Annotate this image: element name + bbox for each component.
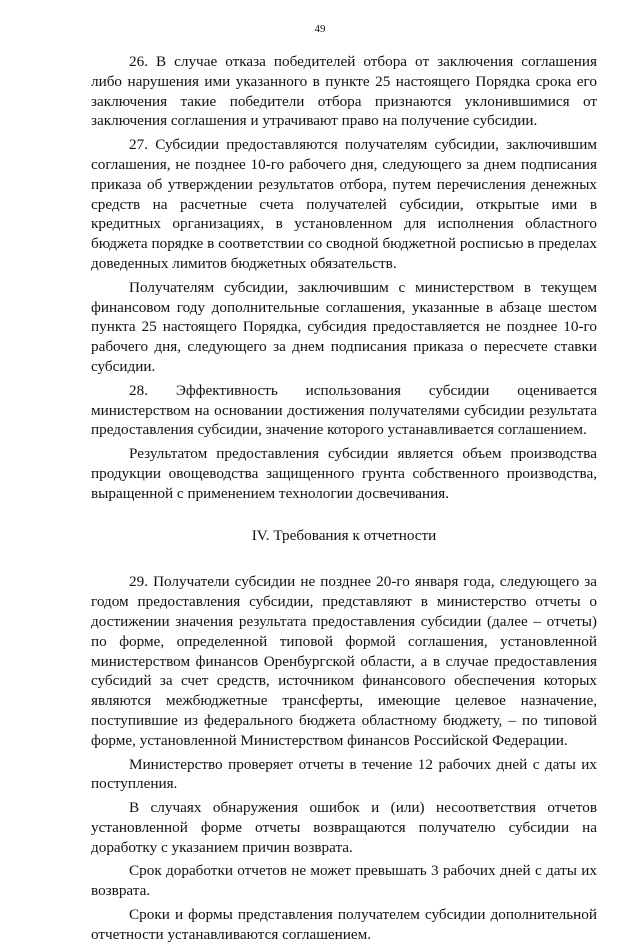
paragraph-29-revision: Срок доработки отчетов не может превышать 3 рабочих дней с даты их возврата. <box>91 862 597 900</box>
paragraph-29-check: Министерство проверяет отчеты в течение 12 рабочих дней с даты их поступления. <box>91 755 597 793</box>
page-number: 49 <box>314 23 326 35</box>
paragraph-27-addendum: Получателям субсидии, заключившим с министерством в текущем финансовом году дополнительные соглашения, указанные в абзаце шестом пункта 25 настоящего Порядка, субсидия предоставляется не позднее 10-го рабочего дня, следующего за днем подписания приказа о пересчете ставки субсидии. <box>91 278 597 375</box>
section-heading: IV. Требования к отчетности <box>251 526 437 544</box>
paragraph-29: 29. Получатели субсидии не позднее 20-го января года, следующего за годом предоставления субсидии, представляют в министерство отчеты о достижении значения результата предоставления субсидии (далее – отчеты) по форме, определенной типовой формой соглашения, установленной министерством финансов Оренбургской области, а в случае предоставления субсидий за счет средств, источником финансового обеспечения которых являются межбюджетные трансферты, имеющие целевое назначение, поступившие из федерального бюджета областному бюджету, – по типовой форме, установленной Министерством финансов Российской Федерации. <box>91 573 597 749</box>
paragraph-28-result: Результатом предоставления субсидии является объем производства продукции овощеводства защищенного грунта собственного производства, выращенной с применением технологии досвечивания. <box>91 445 597 502</box>
paragraph-26: 26. В случае отказа победителей отбора от заключения соглашения либо нарушения ими указанного в пункте 25 настоящего Порядка срока его заключения такие победители отбора признаются уклонившимися от заключения соглашения и утрачивают право на получение субсидии. <box>91 53 597 130</box>
paragraph-27: 27. Субсидии предоставляются получателям субсидии, заключившим соглашения, не позднее 10-го рабочего дня, следующего за днем подписания приказа об утверждении результатов отбора, путем перечисления денежных средств на расчетные счета получателей субсидии, открытые ими в кредитных организациях, в установленном для исполнения областного бюджета порядке в соответствии со сводной бюджетной росписью в пределах доведенных лимитов бюджетных обязательств. <box>91 136 597 272</box>
paragraph-29-errors: В случаях обнаружения ошибок и (или) несоответствия отчетов установленной форме отчеты возвращаются получателю субсидии на доработку с указанием причин возврата. <box>91 799 597 856</box>
paragraph-29-additional: Сроки и формы представления получателем субсидии дополнительной отчетности устанавливаются соглашением. <box>91 906 597 943</box>
document-body <box>91 52 597 945</box>
paragraph-28: 28. Эффективность использования субсидии оценивается министерством на основании достижения получателями субсидии результата предоставления субсидии, значение которого устанавливается соглашением. <box>91 381 597 439</box>
